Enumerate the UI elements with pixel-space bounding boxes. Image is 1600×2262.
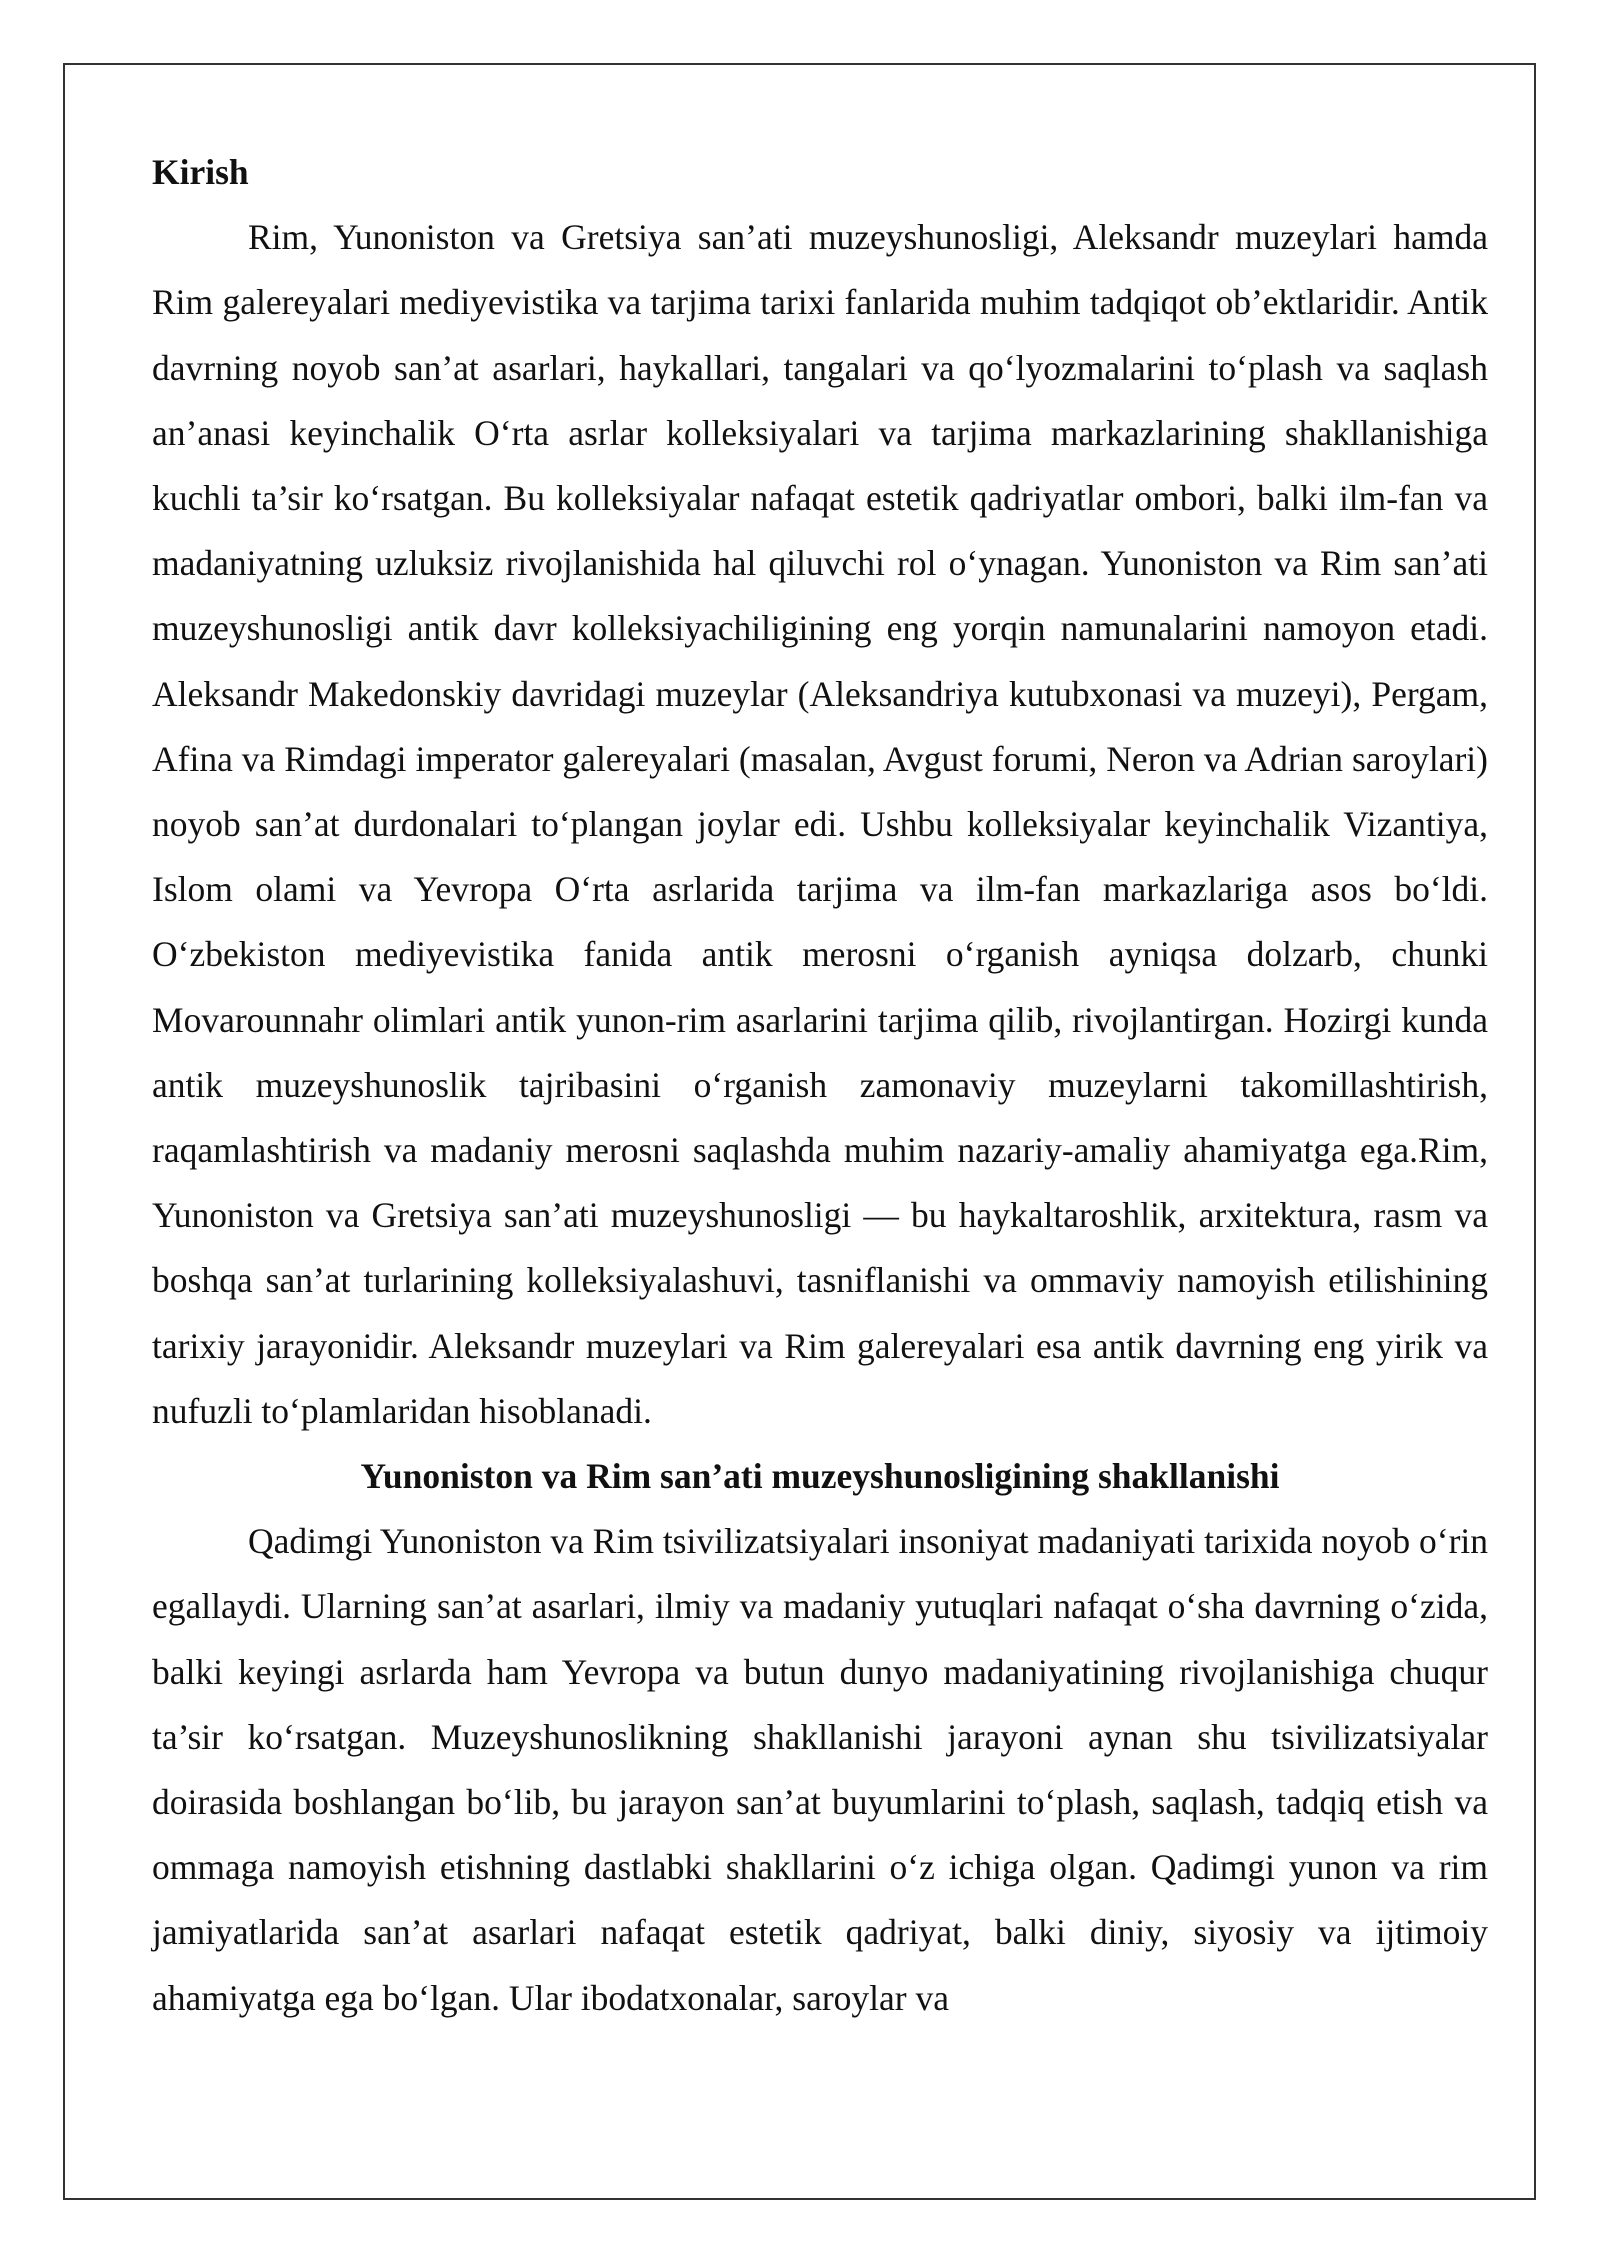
section-heading-formation: Yunoniston va Rim san’ati muzeyshunosligining shakllanishi [360,1456,1280,1497]
formation-paragraph: Qadimgi Yunoniston va Rim tsivilizatsiyalari insoniyat madaniyati tarixida noyob o‘rin egallaydi. Ularning san’at asarlari, ilmiy va madaniy yutuqlari nafaqat o‘sha davrning o‘zida, balki keyingi asrlarda ham Yevropa va butun dunyo madaniyatining rivojlanishiga chuqur ta’sir ko‘rsatgan. Muzeyshunoslikning shakllanishi jarayoni aynan shu tsivilizatsiyalar doirasida boshlangan bo‘lib, bu jarayon san’at buyumlarini to‘plash, saqlash, tadqiq etish va ommaga namoyish etishning dastlabki shakllarini o‘z ichiga olgan. Qadimgi yunon va rim jamiyatlarida san’at asarlari nafaqat estetik qadriyat, balki diniy, siyosiy va ijtimoiy ahamiyatga ega bo‘lgan. Ular ibodatxonalar, saroylar va [152,1521,1489,2018]
document-body [152,140,1488,2031]
section-heading-kirish: Kirish [152,152,249,192]
intro-paragraph: Rim, Yunoniston va Gretsiya san’ati muzeyshunosligi, Aleksandr muzeylari hamda Rim galereyalari mediyevistika va tarjima tarixi fanlarida muhim tadqiqot ob’ektlaridir. Antik davrning noyob san’at asarlari, haykallari, tangalari va qo‘lyozmalarini to‘plash va saqlash an’anasi keyinchalik O‘rta asrlar kolleksiyalari va tarjima markazlarining shakllanishiga kuchli ta’sir ko‘rsatgan. Bu kolleksiyalar nafaqat estetik qadriyatlar ombori, balki ilm-fan va madaniyatning uzluksiz rivojlanishida hal qiluvchi rol o‘ynagan. Yunoniston va Rim san’ati muzeyshunosligi antik davr kolleksiyachiligining eng yorqin namunalarini namoyon etadi. Aleksandr Makedonskiy davridagi muzeylar (Aleksandriya kutubxonasi va muzeyi), Pergam, Afina va Rimdagi imperator galereyalari (masalan, Avgust forumi, Neron va Adrian saroylari) noyob san’at durdonalari to‘plangan joylar edi. Ushbu kolleksiyalar keyinchalik Vizantiya, Islom olami va Yevropa O‘rta asrlarida tarjima va ilm-fan markazlariga asos bo‘ldi. O‘zbekiston mediyevistika fanida antik merosni o‘rganish ayniqsa dolzarb, chunki Movarounnahr olimlari antik yunon-rim asarlarini tarjima qilib, rivojlantirgan. Hozirgi kunda antik muzeyshunoslik tajribasini o‘rganish zamonaviy muzeylarni takomillashtirish, raqamlashtirish va madaniy merosni saqlashda muhim nazariy-amaliy ahamiyatga ega.Rim, Yunoniston va Gretsiya san’ati muzeyshunosligi — bu haykaltaroshlik, arxitektura, rasm va boshqa san’at turlarining kolleksiyalashuvi, tasniflanishi va ommaviy namoyish etilishining tarixiy jarayonidir. Aleksandr muzeylari va Rim galereyalari esa antik davrning eng yirik va nufuzli to‘plamlaridan hisoblanadi. [152,217,1488,1431]
